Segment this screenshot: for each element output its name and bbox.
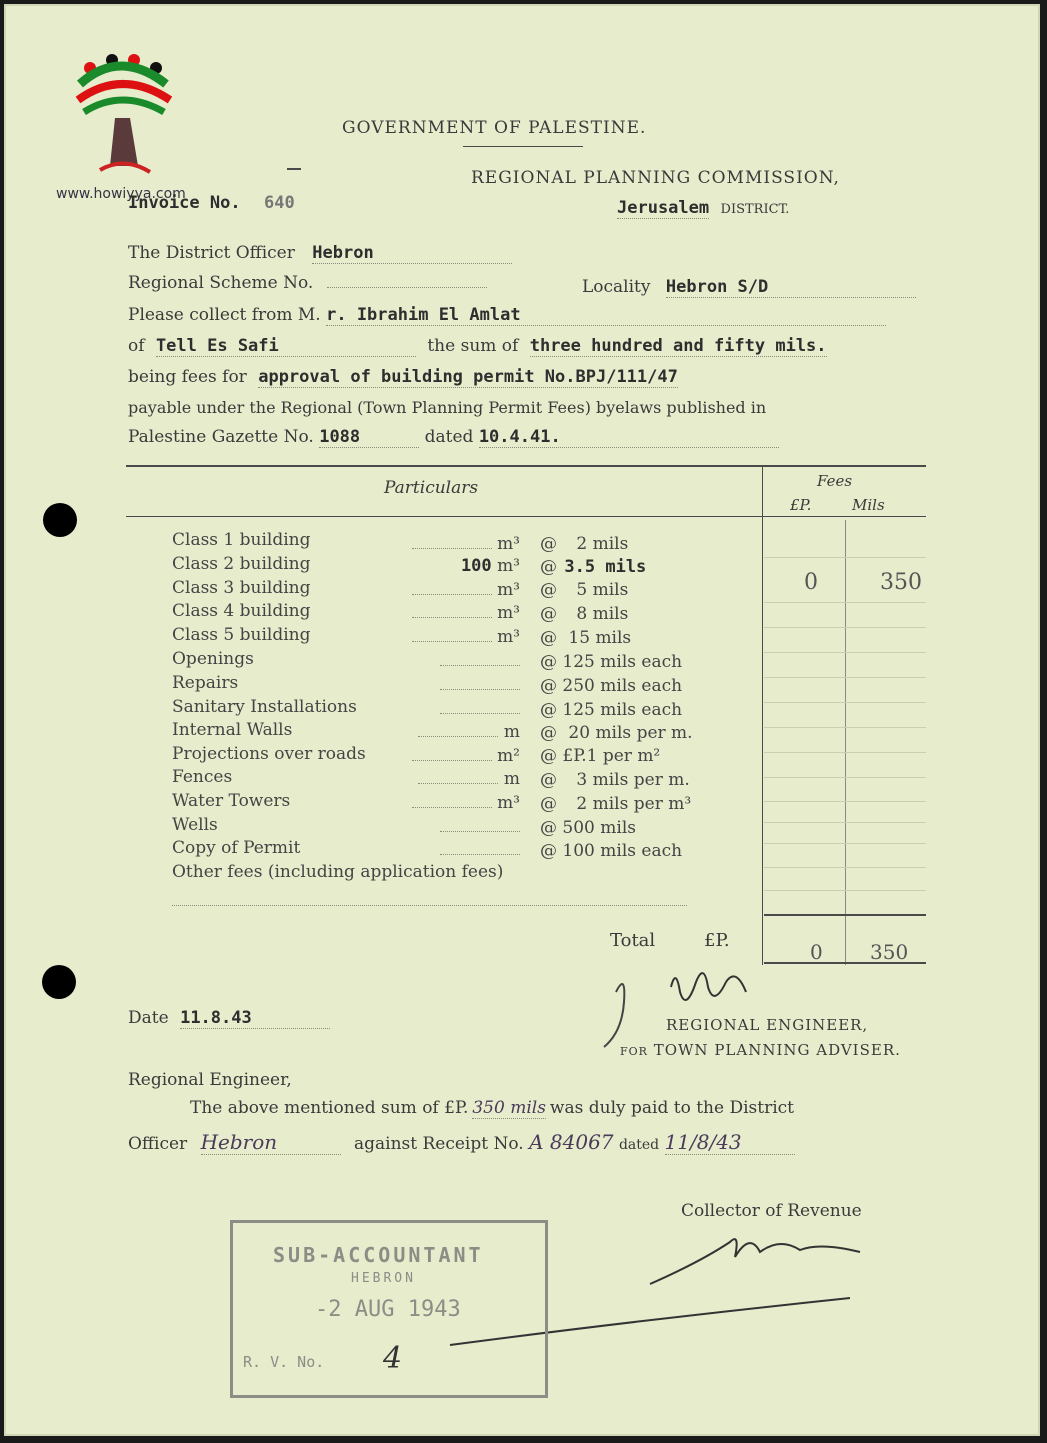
district-officer-label: The District Officer: [128, 243, 295, 263]
commission-title: REGIONAL PLANNING COMMISSION,: [471, 168, 840, 188]
gazette-dated-value: 10.4.41.: [479, 427, 779, 448]
fee-row-line: [764, 727, 926, 728]
row-unit: m³: [410, 580, 520, 600]
collect-value: r. Ibrahim El Amlat: [326, 305, 886, 326]
row-name: Projections over roads: [172, 744, 366, 764]
district-officer-line: [128, 243, 512, 264]
row-name: Wells: [172, 815, 218, 835]
of-value: Tell Es Safi: [156, 336, 416, 357]
row-unit: [410, 840, 520, 860]
row-rate: @ 3 mils per m.: [540, 770, 690, 790]
engineer-signature-icon: [596, 962, 776, 1052]
date-label: Date: [128, 1008, 169, 1028]
fee-row-line: [764, 777, 926, 778]
row-name: Class 3 building: [172, 578, 311, 598]
gazette-dated-label: dated: [424, 427, 474, 447]
payable-text: payable under the Regional (Town Planning Permit Fees) byelaws published in: [128, 398, 767, 417]
stamp-line-2: HEBRON: [351, 1271, 416, 1286]
collect-label: Please collect from M.: [128, 305, 321, 325]
particulars-header: Particulars: [384, 478, 479, 498]
row-rate: @ 2 mils: [540, 534, 629, 554]
receipt-number: A 84067: [529, 1130, 614, 1154]
row-rate: @ 500 mils: [540, 818, 636, 838]
table-header-rule: [126, 516, 926, 517]
row-name: Class 2 building: [172, 554, 311, 574]
sum-label: the sum of: [427, 336, 519, 356]
row-rate: @ 8 mils: [540, 604, 629, 624]
fee-row-line: [764, 867, 926, 868]
row-rate: @ 3.5 mils: [540, 557, 647, 577]
row-rate: @ 2 mils per m³: [540, 794, 692, 814]
row-rate: @ 125 mils each: [540, 700, 683, 720]
gazette-number: 1088: [319, 427, 419, 448]
row-unit: [410, 817, 520, 837]
row-name: Repairs: [172, 673, 239, 693]
locality-label: Locality: [582, 277, 651, 297]
row-name: Class 1 building: [172, 530, 311, 550]
punch-hole: [42, 965, 76, 999]
row-name: Water Towers: [172, 791, 291, 811]
fee-row-line: [764, 557, 926, 558]
total-mils-value: 350: [870, 940, 909, 964]
adviser-title: for TOWN PLANNING ADVISER.: [620, 1041, 901, 1059]
row-name: Sanitary Installations: [172, 697, 357, 717]
scheme-blank: [327, 287, 487, 288]
total-currency: £P.: [704, 930, 730, 951]
receipt-amount: 350 mils: [472, 1098, 546, 1118]
fee-row-line: [764, 843, 926, 844]
row-rate: @ 15 mils: [540, 628, 632, 648]
of-label: of: [128, 336, 145, 356]
engineer-title: REGIONAL ENGINEER,: [666, 1016, 869, 1034]
row-name: Class 5 building: [172, 625, 311, 645]
date-line: [128, 1008, 330, 1029]
mils-header: Mils: [852, 496, 885, 514]
date-value: 11.8.43: [180, 1008, 330, 1029]
stamp-rv-label: R. V. No.: [243, 1353, 325, 1371]
row-rate: @ 125 mils each: [540, 652, 683, 672]
fee-pounds-value: 0: [804, 570, 818, 595]
scheme-line: [128, 273, 487, 293]
sub-accountant-stamp: [230, 1220, 548, 1398]
row-unit: m³: [410, 793, 520, 813]
sum-value: three hundred and fifty mils.: [529, 336, 827, 356]
invoice-number: 640: [264, 193, 295, 213]
watermark-text: www.howiyya.com: [56, 186, 186, 202]
receipt-officer-value: Hebron: [201, 1130, 341, 1155]
total-label: Total: [610, 930, 656, 951]
collect-line: [128, 305, 886, 326]
fees-for-line: [128, 367, 678, 388]
row-unit: m²: [410, 746, 520, 766]
fee-row-line: [764, 752, 926, 753]
collector-signature-icon: [640, 1222, 880, 1292]
district-officer-value: Hebron: [312, 243, 512, 264]
punch-hole: [43, 503, 77, 537]
other-fees-label: Other fees (including application fees): [172, 862, 504, 882]
fee-row-line: [764, 822, 926, 823]
fees-header: Fees: [817, 472, 853, 490]
stamp-rv-value: 4: [383, 1341, 403, 1376]
gazette-label: Palestine Gazette No.: [128, 427, 314, 447]
row-unit: m: [410, 722, 520, 742]
fee-row-line: [764, 602, 926, 603]
row-name: Fences: [172, 767, 233, 787]
locality-line: [582, 277, 916, 298]
invoice-line: [128, 193, 295, 213]
fee-mils-value: 350: [880, 570, 922, 595]
fee-row-line: [764, 801, 926, 802]
row-unit: m³: [410, 534, 520, 554]
row-unit: 100 m³: [460, 556, 520, 576]
receipt-date: 11/8/43: [665, 1130, 795, 1155]
receipt-line-1: The above mentioned sum of £P. 350 mils was duly paid to the District: [190, 1098, 795, 1118]
gazette-line: [128, 427, 779, 448]
scheme-label: Regional Scheme No.: [128, 273, 314, 293]
stamp-line-3: -2 AUG 1943: [315, 1297, 461, 1322]
row-name: Openings: [172, 649, 254, 669]
row-name: Class 4 building: [172, 601, 311, 621]
row-rate: @ 100 mils each: [540, 841, 683, 861]
row-unit: m³: [410, 603, 520, 623]
fee-row-line: [764, 652, 926, 653]
government-title: GOVERNMENT OF PALESTINE.: [342, 118, 647, 138]
row-rate: @ 250 mils each: [540, 676, 683, 696]
other-fees-blank: [172, 905, 687, 906]
district-line: [617, 198, 789, 219]
of-line: [128, 336, 827, 357]
invoice-dash: [287, 168, 301, 170]
row-name: Internal Walls: [172, 720, 293, 740]
fees-for-label: being fees for: [128, 367, 247, 387]
howiyya-logo-icon: [60, 48, 190, 188]
stamp-line-1: SUB-ACCOUNTANT: [273, 1243, 484, 1267]
fee-row-line: [764, 677, 926, 678]
fees-column-divider: [762, 465, 763, 965]
row-unit: [410, 699, 520, 719]
district-label: DISTRICT.: [720, 202, 790, 217]
row-unit: m³: [410, 627, 520, 647]
row-unit: [410, 675, 520, 695]
collector-title: Collector of Revenue: [681, 1201, 862, 1221]
total-top-rule: [764, 914, 926, 916]
row-rate: @ 5 mils: [540, 580, 629, 600]
row-rate: @ 20 mils per m.: [540, 723, 693, 743]
fee-row-line: [764, 890, 926, 891]
invoice-label: Invoice No.: [128, 193, 241, 213]
row-unit: [410, 651, 520, 671]
locality-value: Hebron S/D: [666, 277, 916, 298]
table-top-rule: [126, 465, 926, 467]
title-rule: [463, 146, 583, 147]
pounds-header: £P.: [790, 496, 812, 514]
receipt-line-2: Officer Hebron against Receipt No. A 84067 dated 11/8/43: [128, 1130, 795, 1155]
fees-for-value: approval of building permit No.BPJ/111/47: [258, 367, 678, 387]
row-name: Copy of Permit: [172, 838, 301, 858]
receipt-addressee: Regional Engineer,: [128, 1070, 292, 1090]
fee-row-line: [764, 627, 926, 628]
row-unit: m: [410, 769, 520, 789]
district-name: Jerusalem: [617, 198, 710, 218]
fee-row-line: [764, 702, 926, 703]
mils-column-divider: [845, 520, 846, 965]
total-pounds-value: 0: [810, 940, 823, 964]
row-rate: @ £P.1 per m²: [540, 746, 661, 766]
